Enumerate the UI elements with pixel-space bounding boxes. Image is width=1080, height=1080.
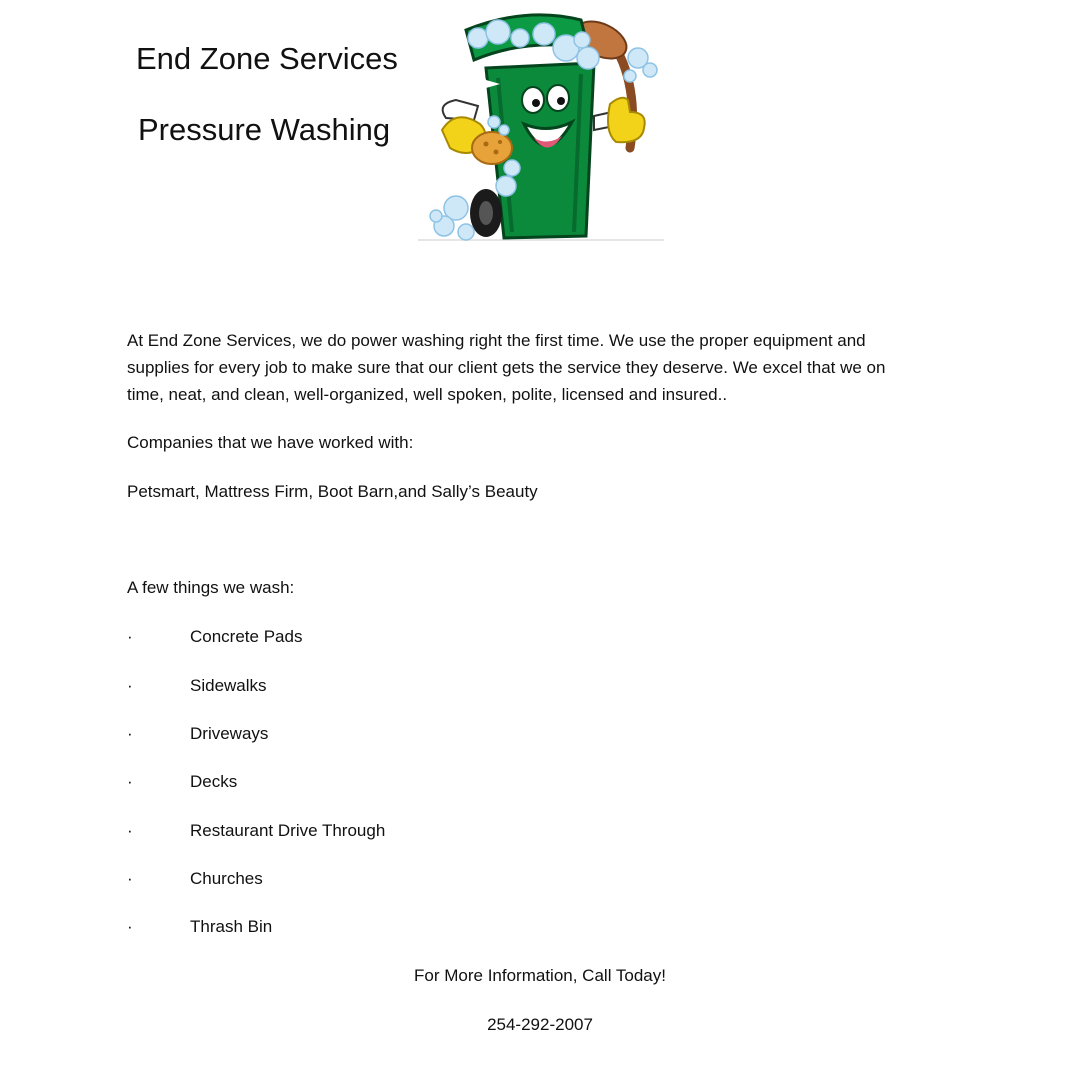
bullet-icon: · (127, 627, 133, 646)
wash-heading: A few things we wash: (127, 578, 295, 597)
call-to-action: For More Information, Call Today! (414, 966, 666, 985)
bullet-icon: · (127, 869, 133, 888)
service-title: Pressure Washing (138, 112, 391, 147)
companies-heading: Companies that we have worked with: (127, 433, 414, 452)
bullet-icon: · (127, 724, 133, 743)
intro-paragraph: At End Zone Services, we do power washing right the first time. We use the proper equipment and supplies for every job to make sure that our client gets the service they deserve. We excel that we on time, neat, and clean, well-organized, well spoken, polite, licensed and insured.. (127, 331, 886, 404)
smiling-green-trash-bin-icon (416, 8, 666, 244)
bullet-icon: · (127, 917, 133, 936)
list-item-label: Sidewalks (190, 676, 267, 695)
list-item-label: Churches (190, 869, 263, 888)
list-item-label: Concrete Pads (190, 627, 303, 646)
companies-list: Petsmart, Mattress Firm, Boot Barn,and Sally’s Beauty (127, 482, 538, 501)
list-item-label: Thrash Bin (190, 917, 273, 936)
company-name: End Zone Services (136, 41, 398, 76)
list-item-label: Restaurant Drive Through (190, 821, 386, 840)
list-item-label: Driveways (190, 724, 269, 743)
phone-number: 254-292-2007 (487, 1015, 593, 1034)
bullet-icon: · (127, 772, 133, 791)
list-item-label: Decks (190, 772, 238, 791)
bullet-icon: · (127, 821, 133, 840)
bullet-icon: · (127, 676, 133, 695)
